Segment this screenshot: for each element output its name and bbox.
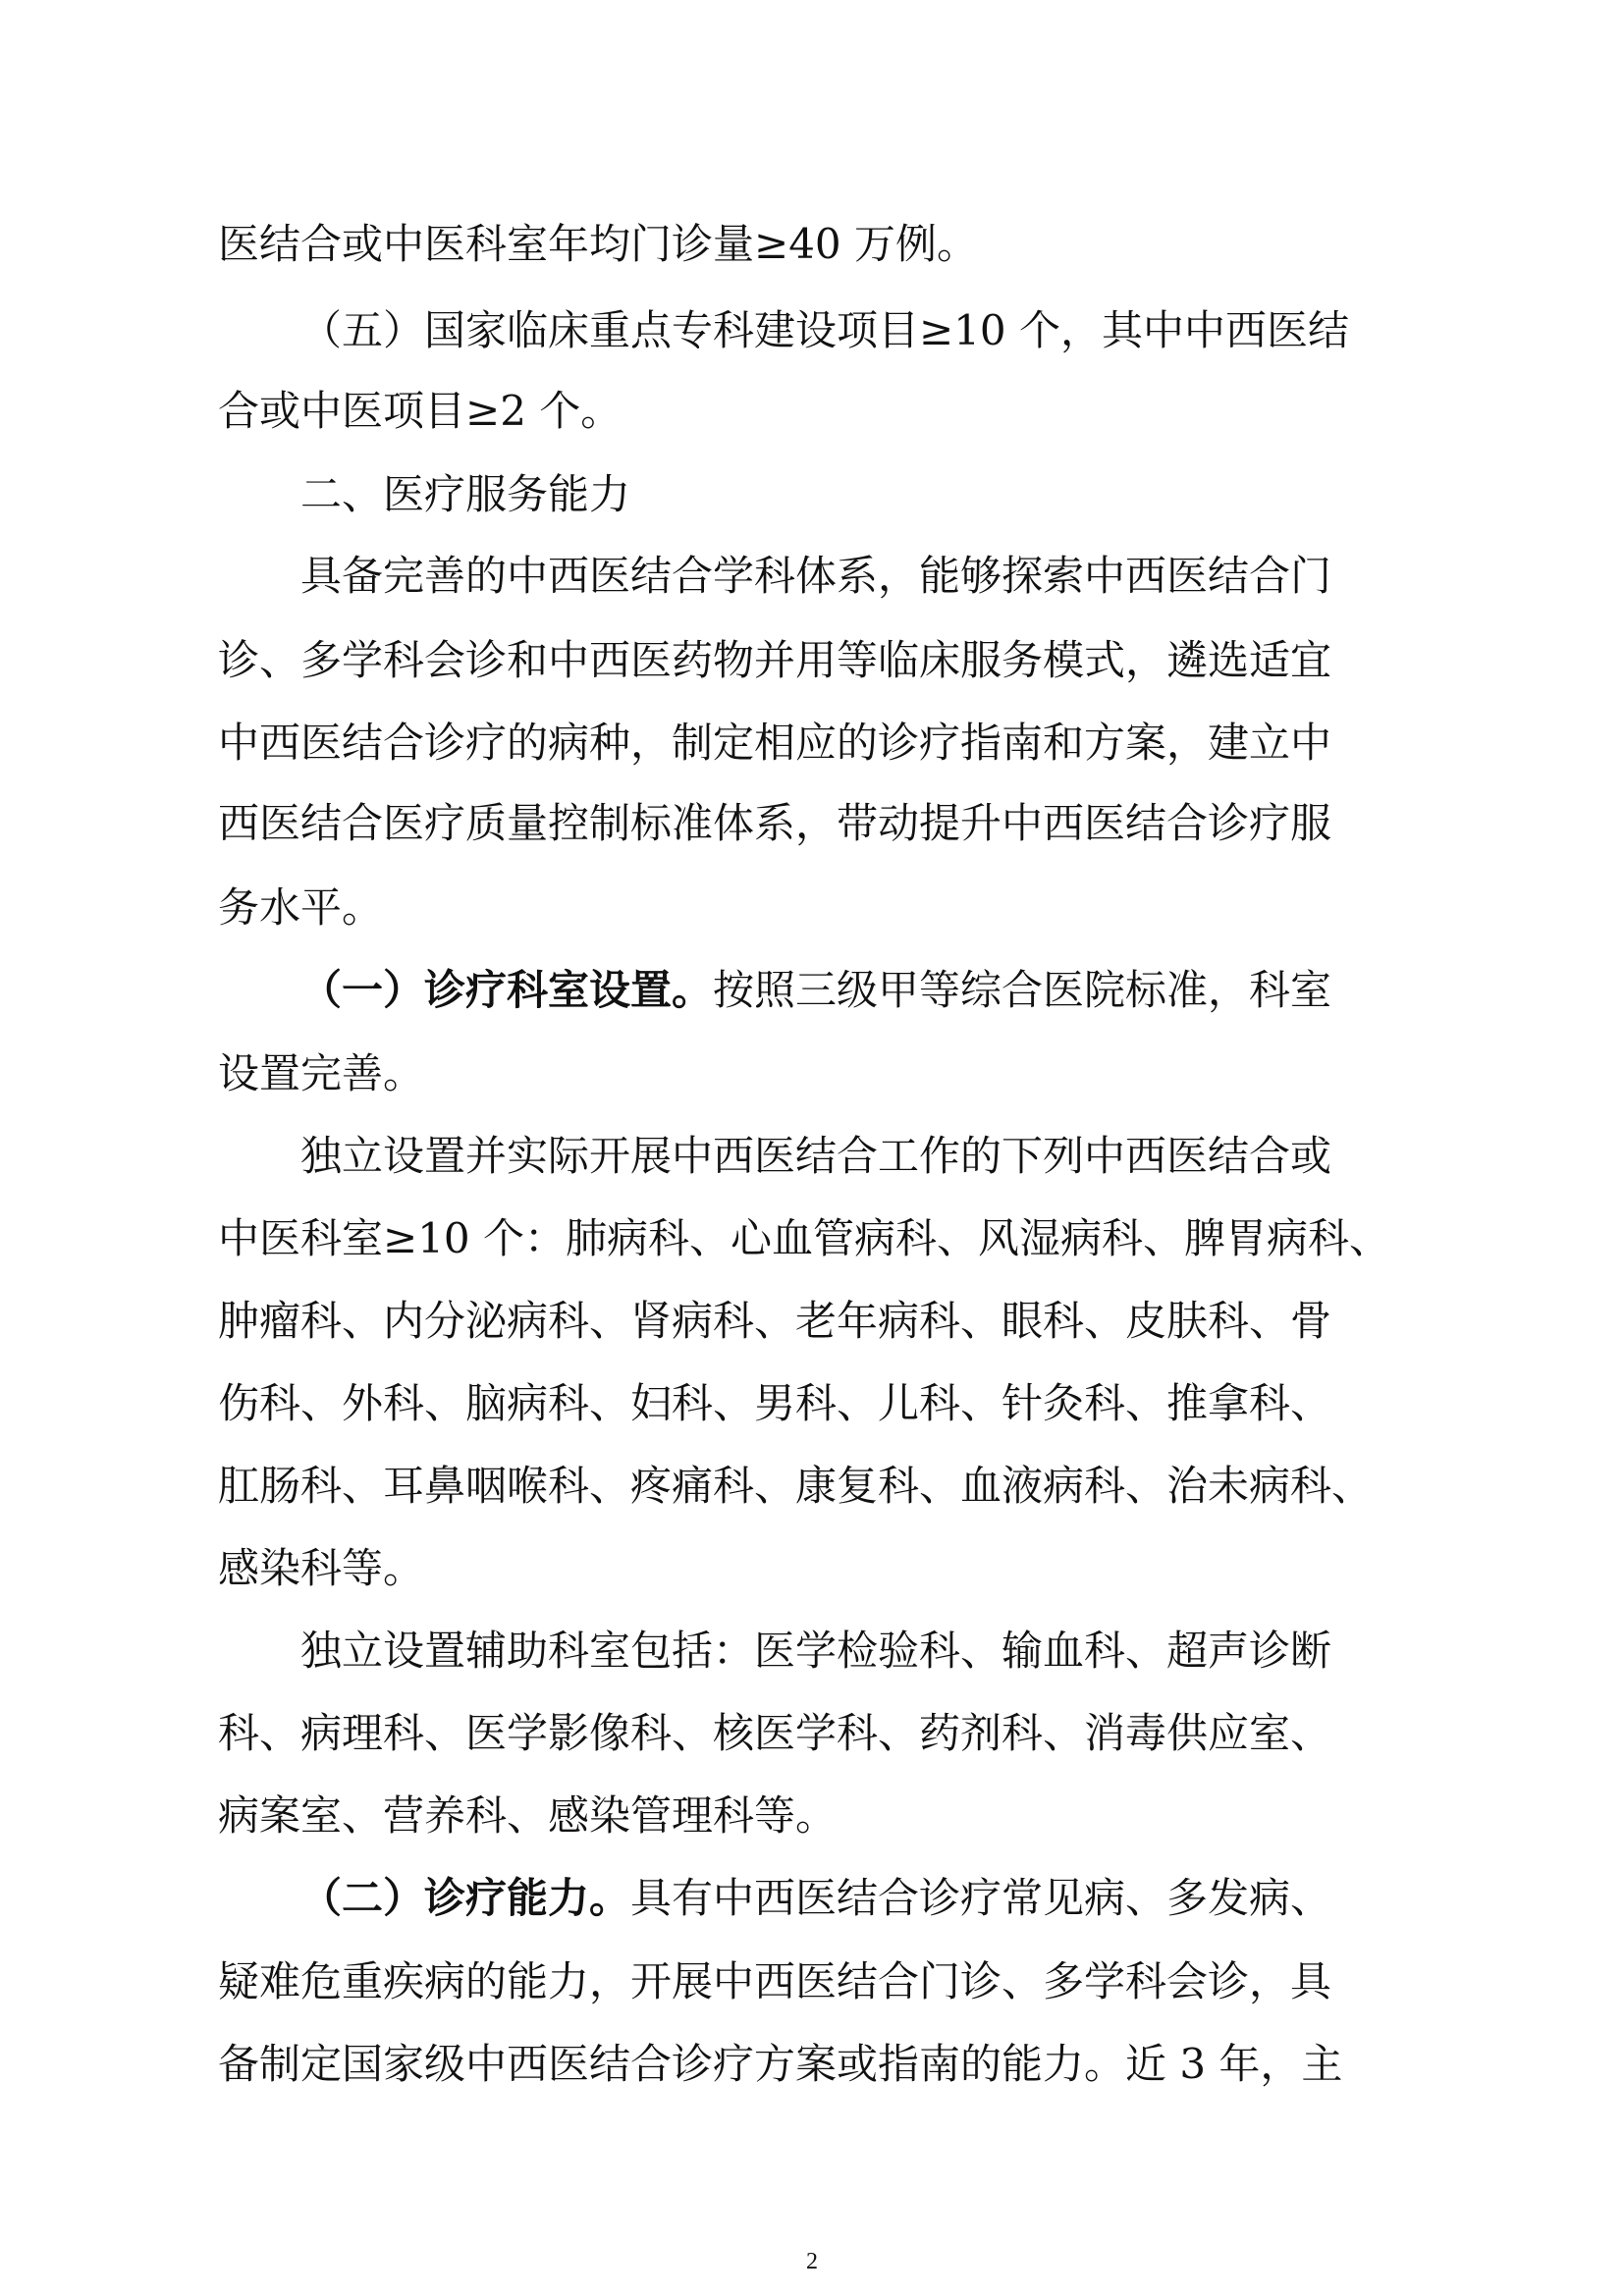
text-line: （五）国家临床重点专科建设项目≥10 个，其中中西医结 xyxy=(300,306,1349,354)
text-line: 务水平。 xyxy=(218,883,384,932)
text-line: 独立设置辅助科室包括：医学检验科、输血科、超声诊断 xyxy=(300,1627,1332,1675)
text-line: 中医科室≥10 个：肺病科、心血管病科、风湿病科、脾胃病科、 xyxy=(218,1214,1390,1262)
text-line: 疑难危重疾病的能力，开展中西医结合门诊、多学科会诊，具 xyxy=(218,1957,1332,2005)
text-line: 独立设置并实际开展中西医结合工作的下列中西医结合或 xyxy=(300,1132,1332,1180)
text-line: 备制定国家级中西医结合诊疗方案或指南的能力。近 3 年，主 xyxy=(218,2040,1343,2088)
section-heading: 二、医疗服务能力 xyxy=(300,470,631,518)
text-line: 感染科等。 xyxy=(218,1544,425,1592)
text-line: 设置完善。 xyxy=(218,1049,425,1097)
text-line: 合或中医项目≥2 个。 xyxy=(218,387,623,435)
text-line: 诊、多学科会诊和中西医药物并用等临床服务模式，遴选适宜 xyxy=(218,636,1332,684)
text-line: 医结合或中医科室年均门诊量≥40 万例。 xyxy=(218,220,978,268)
text-line: 科、病理科、医学影像科、核医学科、药剂科、消毒供应室、 xyxy=(218,1709,1332,1757)
subsection-title: （一）诊疗科室设置。 xyxy=(300,966,714,1014)
text-line: 伤科、外科、脑病科、妇科、男科、儿科、针灸科、推拿科、 xyxy=(218,1379,1332,1427)
subsection-text: 按照三级甲等综合医院标准，科室 xyxy=(713,966,1332,1014)
text-line: 中西医结合诊疗的病种，制定相应的诊疗指南和方案，建立中 xyxy=(218,719,1332,767)
text-line xyxy=(300,1874,1332,1922)
text-line: 西医结合医疗质量控制标准体系，带动提升中西医结合诊疗服 xyxy=(218,799,1332,847)
page-number: 2 xyxy=(806,2249,818,2274)
text-line: 肛肠科、耳鼻咽喉科、疼痛科、康复科、血液病科、治未病科、 xyxy=(218,1462,1374,1510)
text-line: 肿瘤科、内分泌病科、肾病科、老年病科、眼科、皮肤科、骨 xyxy=(218,1297,1332,1345)
text-line: 病案室、营养科、感染管理科等。 xyxy=(218,1791,838,1840)
subsection-text: 具有中西医结合诊疗常见病、多发病、 xyxy=(630,1874,1332,1922)
subsection-title: （二）诊疗能力。 xyxy=(300,1874,631,1922)
text-line xyxy=(300,966,1332,1014)
text-line: 具备完善的中西医结合学科体系，能够探索中西医结合门 xyxy=(300,552,1332,600)
